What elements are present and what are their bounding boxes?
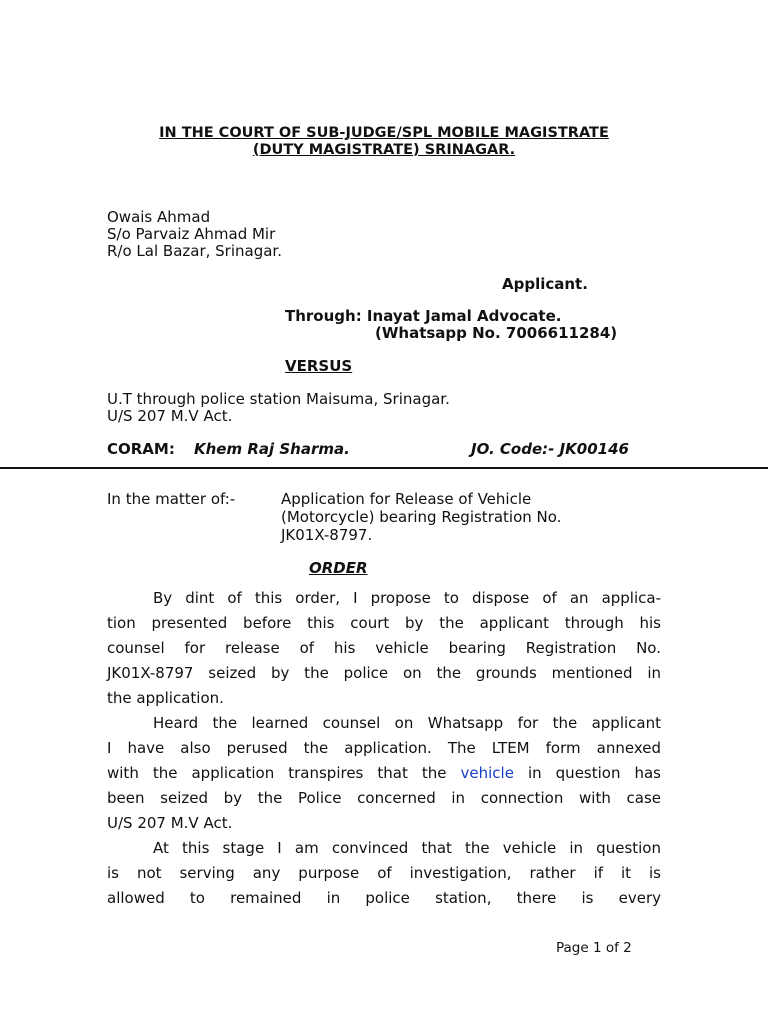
paragraph-text: in question has	[513, 764, 661, 782]
order-paragraph-1	[107, 586, 661, 711]
order-paragraph-2	[107, 711, 661, 836]
paragraph-line: By dint of this order, I propose to dispose of an applica-	[153, 589, 661, 607]
paragraph-line: the application.	[107, 689, 224, 707]
paragraph-line-with-link	[107, 761, 661, 786]
paragraph-line: tion presented before this court by the applicant through his	[107, 614, 661, 632]
matter-line2: (Motorcycle) bearing Registration No.	[281, 508, 562, 526]
paragraph-line: counsel for release of his vehicle bearing Registration No.	[107, 639, 661, 657]
paragraph-line: allowed to remained in police station, there is every	[107, 889, 661, 907]
paragraph-line: Heard the learned counsel on Whatsapp for the applicant	[153, 714, 661, 732]
versus-heading: VERSUS	[285, 357, 353, 375]
paragraph-line: is not serving any purpose of investigation, rather if it is	[107, 864, 661, 882]
matter-line1: Application for Release of Vehicle	[281, 490, 532, 508]
matter-label: In the matter of:-	[107, 490, 236, 508]
coram-judge: Khem Raj Sharma.	[194, 440, 350, 458]
judicial-officer-code: JO. Code:- JK00146	[471, 440, 629, 458]
counsel-whatsapp: (Whatsapp No. 7006611284)	[375, 324, 618, 342]
paragraph-line: been seized by the Police concerned in connection with case	[107, 789, 661, 807]
coram-label: CORAM:	[107, 440, 175, 458]
court-title-line1: IN THE COURT OF SUB-JUDGE/SPL MOBILE MAGISTRATE	[159, 125, 609, 141]
applicant-residence: R/o Lal Bazar, Srinagar.	[107, 242, 282, 260]
paragraph-line: JK01X-8797 seized by the police on the grounds mentioned in	[107, 664, 661, 682]
paragraph-line: At this stage I am convinced that the vehicle in question	[153, 839, 661, 857]
page-number: Page 1 of 2	[556, 940, 632, 956]
paragraph-line: I have also perused the application. The LTEM form annexed	[107, 739, 661, 757]
vehicle-link[interactable]: vehicle	[460, 764, 514, 782]
applicant-role: Applicant.	[502, 275, 588, 293]
applicant-counsel: Through: Inayat Jamal Advocate.	[285, 307, 562, 325]
court-title-line2: (DUTY MAGISTRATE) SRINAGAR.	[252, 142, 516, 158]
order-heading: ORDER	[309, 559, 368, 577]
order-paragraph-3	[107, 836, 661, 911]
respondent-line1: U.T through police station Maisuma, Srinagar.	[107, 390, 450, 408]
respondent-line2: U/S 207 M.V Act.	[107, 407, 233, 425]
paragraph-text: with the application transpires that the	[107, 764, 461, 782]
paragraph-line: U/S 207 M.V Act.	[107, 814, 233, 832]
matter-line3: JK01X-8797.	[281, 526, 373, 544]
applicant-name: Owais Ahmad	[107, 208, 211, 226]
horizontal-rule	[0, 467, 768, 469]
applicant-parent: S/o Parvaiz Ahmad Mir	[107, 225, 276, 243]
